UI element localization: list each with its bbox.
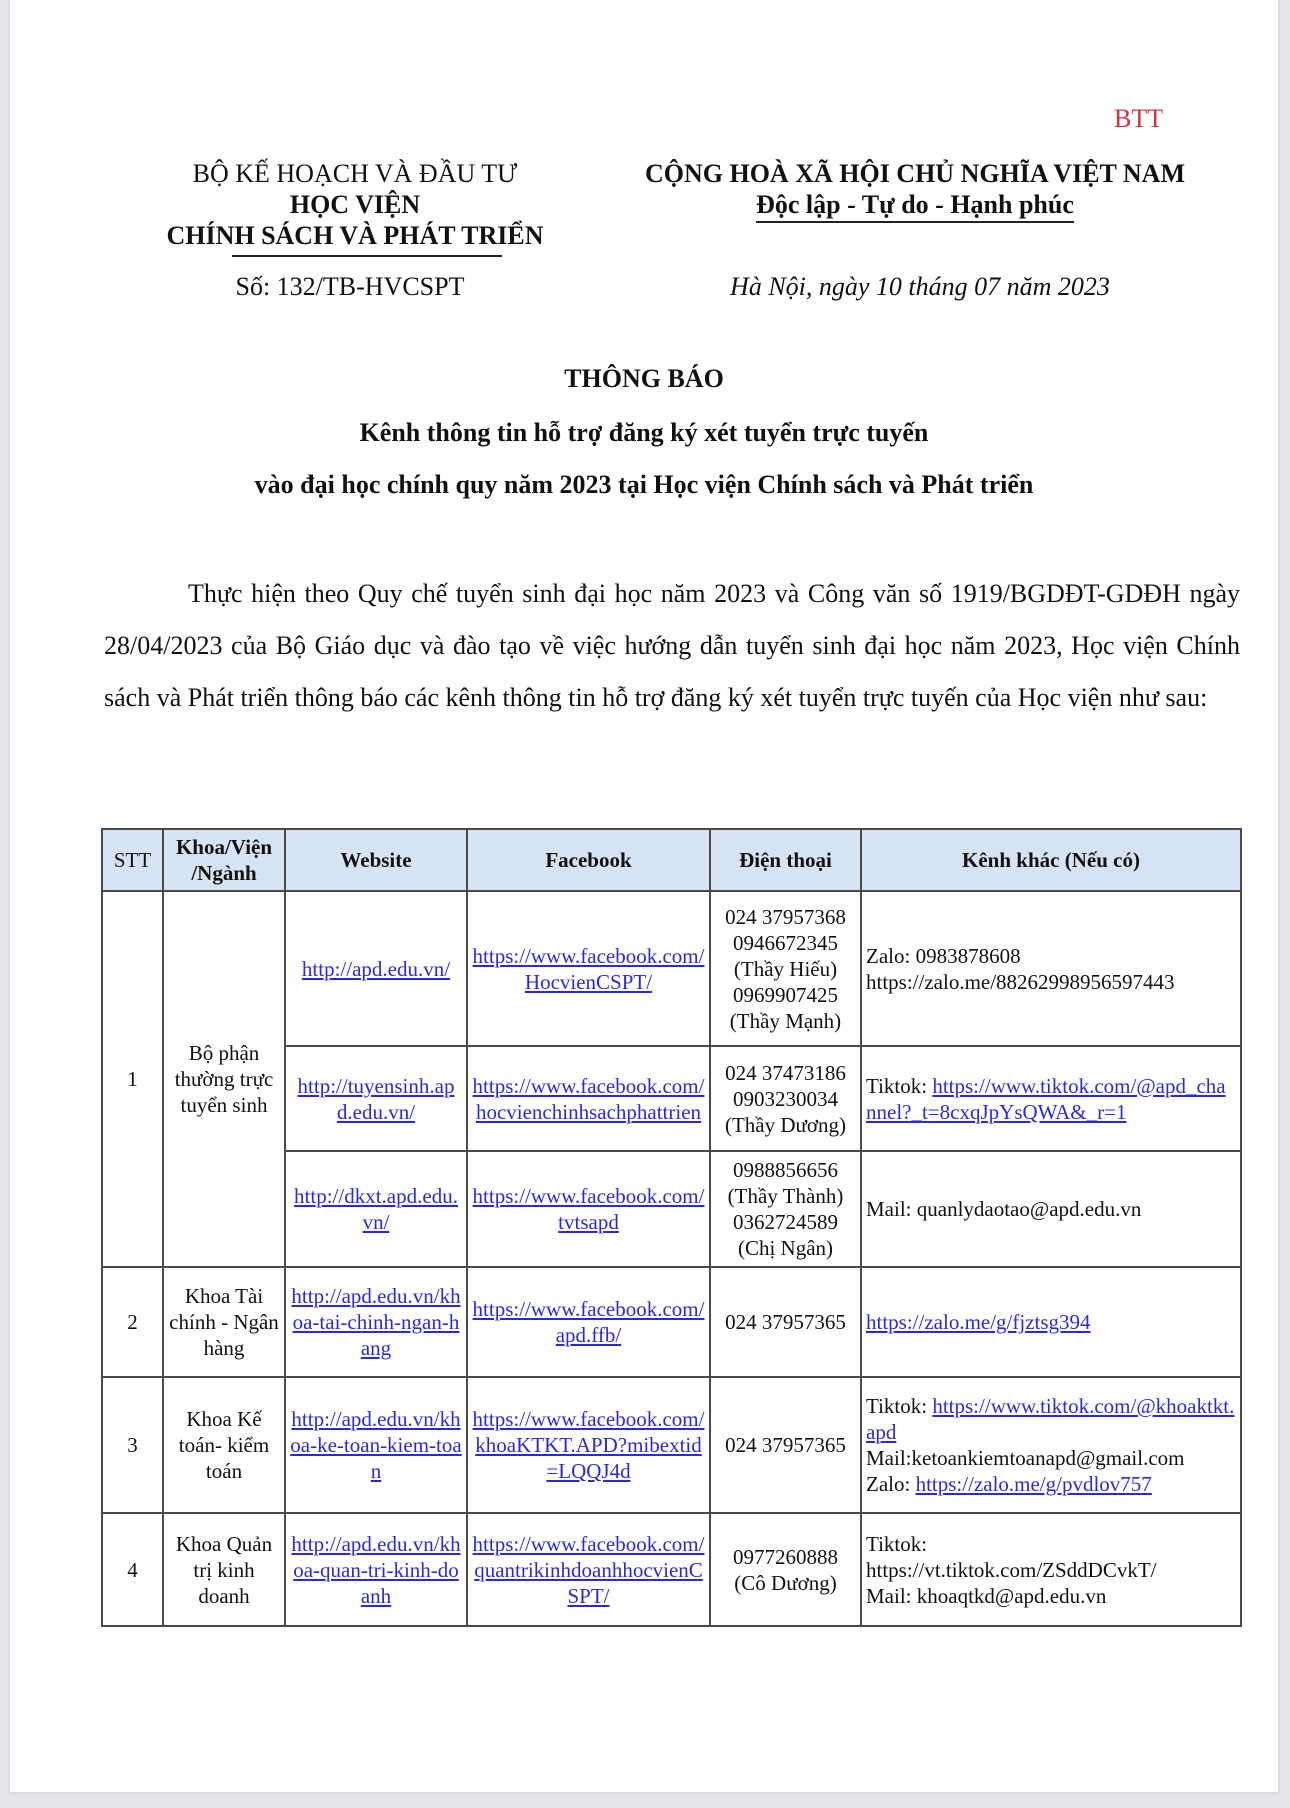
cell-stt: 3 [102, 1377, 163, 1513]
zalo-link[interactable]: https://zalo.me/g/pvdlov757 [915, 1472, 1152, 1496]
header-phone: Điện thoại [710, 829, 861, 891]
document-number: Số: 132/TB-HVCSPT [235, 272, 465, 301]
cell-unit: Khoa Quản trị kinh doanh [163, 1513, 285, 1626]
zalo-number: Zalo: 0983878608 [866, 943, 1021, 968]
cell-unit: Khoa Kế toán- kiểm toán [163, 1377, 285, 1513]
header-other-channels: Kênh khác (Nếu có) [861, 829, 1241, 891]
cell-other-channels [861, 1267, 1241, 1377]
phone-line: 0362724589 [733, 1210, 838, 1234]
institute-name-line1: HỌC VIỆN [289, 190, 421, 219]
tiktok-label: Tiktok: [866, 1073, 933, 1098]
website-link[interactable]: http://apd.edu.vn/khoa-ke-toan-kiem-toan [290, 1407, 462, 1483]
mail-text: Mail: quanlydaotao@apd.edu.vn [866, 1197, 1142, 1221]
phone-line: 0969907425 [733, 982, 838, 1007]
cell-phone: 024 37957365 [710, 1267, 861, 1377]
table-row [102, 1513, 1241, 1626]
cell-website [285, 1267, 467, 1377]
phone-line: 0988856656 [733, 1158, 838, 1182]
cell-other-channels [861, 1513, 1241, 1626]
ministry-name: BỘ KẾ HOẠCH VÀ ĐẦU TƯ [192, 159, 518, 188]
table-header-row [102, 829, 1241, 891]
cell-website [285, 891, 467, 1046]
facebook-link[interactable]: https://www.facebook.com/HocvienCSPT/ [472, 943, 705, 994]
cell-stt: 2 [102, 1267, 163, 1377]
website-link[interactable]: http://tuyensinh.apd.edu.vn/ [297, 1073, 455, 1124]
cell-website [285, 1046, 467, 1151]
facebook-link[interactable]: https://www.facebook.com/hocvienchinhsachphattrien [472, 1073, 705, 1124]
facebook-link[interactable]: https://www.facebook.com/quantrikinhdoanhhocvienCSPT/ [472, 1531, 705, 1608]
phone-contact-name: (Thầy Hiếu) [733, 956, 838, 981]
cell-facebook [467, 891, 710, 1046]
facebook-link[interactable]: https://www.facebook.com/tvtsapd [472, 1184, 705, 1234]
body-text: Thực hiện theo Quy chế tuyển sinh đại học năm 2023 và Công văn số 1919/BGDĐT-GDĐH ngày 28/04/2023 của Bộ Giáo dục và đào tạo về việc hướng dẫn tuyển sinh đại học năm 2023, Học viện Chính sách và Phát triển thông báo các kênh thông tin hỗ trợ đăng ký xét tuyển trực tuyến của Học viện như sau: [104, 579, 1240, 712]
national-header [610, 158, 1220, 223]
cell-website [285, 1151, 467, 1267]
document-subtitle-line2: vào đại học chính quy năm 2023 tại Học viện Chính sách và Phát triển [254, 470, 1034, 499]
phone-contact-name: (Thầy Dương) [724, 1112, 847, 1137]
cell-stt: 4 [102, 1513, 163, 1626]
cell-facebook [467, 1513, 710, 1626]
facebook-link[interactable]: https://www.facebook.com/apd.ffb/ [472, 1297, 705, 1347]
cell-website [285, 1513, 467, 1626]
body-paragraph [104, 568, 1240, 724]
table-row [102, 891, 1241, 1046]
header-stt: STT [102, 829, 163, 891]
document-subtitle-line1: Kênh thông tin hỗ trợ đăng ký xét tuyển trực tuyến [359, 418, 929, 447]
tiktok-link[interactable]: https://www.tiktok.com/@apd_channel?_t=8cxqJpYsQWA&_r=1 [866, 1073, 1226, 1124]
cell-phone: 024 37957365 [710, 1377, 861, 1513]
phone-line: 0977260888 [733, 1544, 838, 1569]
cell-facebook [467, 1377, 710, 1513]
cell-other-channels [861, 1046, 1241, 1151]
zalo-label: Zalo: [866, 1472, 916, 1496]
issuing-authority [150, 158, 560, 257]
country-name: CỘNG HOÀ XÃ HỘI CHỦ NGHĨA VIỆT NAM [644, 159, 1186, 188]
cell-website [285, 1377, 467, 1513]
phone-contact-name: (Cô Dương) [734, 1570, 837, 1595]
zalo-link[interactable]: https://zalo.me/g/fjztsg394 [866, 1310, 1091, 1334]
stamp-label: BTT [1114, 104, 1164, 133]
table-row [102, 1267, 1241, 1377]
phone-contact-name: (Thầy Mạnh) [729, 1008, 842, 1033]
tiktok-url: https://vt.tiktok.com/ZSddDCvkT/ [866, 1557, 1157, 1582]
phone-contact-name: (Chị Ngân) [737, 1236, 834, 1260]
zalo-url: https://zalo.me/88262998956597443 [866, 969, 1175, 994]
cell-other-channels [861, 891, 1241, 1046]
tiktok-label: Tiktok: [866, 1531, 928, 1556]
website-link[interactable]: http://dkxt.apd.edu.vn/ [294, 1184, 458, 1234]
cell-other-channels [861, 1151, 1241, 1267]
national-motto: Độc lập - Tự do - Hạnh phúc [756, 189, 1074, 223]
website-link[interactable]: http://apd.edu.vn/ [301, 956, 451, 981]
phone-line: 0903230034 [733, 1086, 838, 1111]
document-date: Hà Nội, ngày 10 tháng 07 năm 2023 [730, 272, 1110, 301]
document-page [10, 0, 1278, 1792]
website-link[interactable]: http://apd.edu.vn/khoa-tai-chinh-ngan-hang [291, 1284, 461, 1360]
cell-facebook [467, 1046, 710, 1151]
tiktok-link[interactable]: https://www.tiktok.com/@khoaktkt.apd [866, 1394, 1235, 1444]
header-unit: Khoa/Viện /Ngành [163, 829, 285, 891]
cell-stt: 1 [102, 891, 163, 1267]
phone-contact-name: (Thầy Thành) [727, 1184, 844, 1208]
website-link[interactable]: http://apd.edu.vn/khoa-quan-tri-kinh-doanh [291, 1531, 461, 1608]
cell-other-channels [861, 1377, 1241, 1513]
header-facebook: Facebook [467, 829, 710, 891]
cell-phone [710, 1046, 861, 1151]
cell-phone [710, 1513, 861, 1626]
tiktok-label: Tiktok: [866, 1394, 933, 1418]
header-website: Website [285, 829, 467, 891]
cell-facebook [467, 1267, 710, 1377]
header-divider [232, 255, 502, 257]
cell-facebook [467, 1151, 710, 1267]
mail-text: Mail:ketoankiemtoanapd@gmail.com [866, 1446, 1185, 1470]
mail-text: Mail: khoaqtkd@apd.edu.vn [866, 1583, 1107, 1608]
contact-channels-table [101, 828, 1242, 1627]
cell-phone [710, 891, 861, 1046]
cell-unit: Khoa Tài chính - Ngân hàng [163, 1267, 285, 1377]
table-row [102, 1377, 1241, 1513]
facebook-link[interactable]: https://www.facebook.com/khoaKTKT.APD?mibextid=LQQJ4d [472, 1407, 705, 1483]
institute-name-line2: CHÍNH SÁCH VÀ PHÁT TRIỂN [166, 221, 544, 250]
phone-line: 024 37957368 [725, 904, 846, 929]
phone-line: 0946672345 [733, 930, 838, 955]
cell-unit: Bộ phận thường trực tuyển sinh [163, 891, 285, 1267]
phone-line: 024 37473186 [725, 1060, 846, 1085]
cell-phone [710, 1151, 861, 1267]
document-title: THÔNG BÁO [564, 364, 724, 393]
